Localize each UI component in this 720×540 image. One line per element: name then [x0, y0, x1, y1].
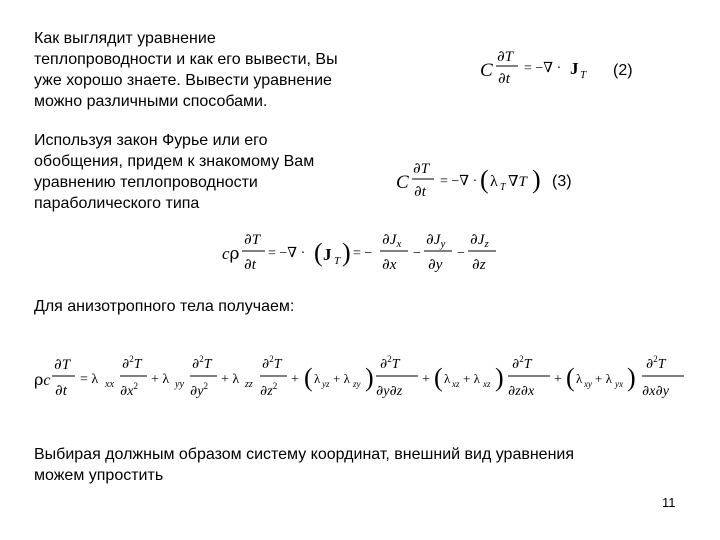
svg-text:+ λ: + λ: [151, 372, 170, 387]
svg-text:∂t: ∂t: [498, 69, 510, 87]
svg-text:): ): [495, 363, 504, 392]
anisotropic-heading: [34, 296, 294, 317]
svg-text:ρc: ρc: [34, 370, 51, 389]
svg-text:λ: λ: [490, 173, 498, 190]
svg-text:zz: zz: [245, 379, 253, 390]
svg-text:∂z∂x: ∂z∂x: [508, 383, 535, 399]
equation-number-3: (3): [552, 173, 572, 190]
svg-text:∂t: ∂t: [55, 381, 67, 399]
svg-text:+ λ: + λ: [333, 371, 350, 386]
svg-text:(: (: [434, 363, 443, 392]
svg-text:∂T: ∂T: [244, 230, 261, 248]
fourier-paragraph: [34, 130, 314, 214]
svg-text:∂x: ∂x: [382, 255, 397, 273]
svg-text:λ: λ: [576, 371, 583, 386]
svg-text:C: C: [396, 172, 409, 193]
svg-text:+: +: [554, 372, 562, 387]
svg-text:xz: xz: [483, 379, 491, 389]
svg-text:(: (: [480, 165, 489, 194]
svg-text:∂Jy: $\partial J_y$: [426, 230, 446, 250]
page-number: 11: [662, 495, 676, 510]
svg-text:xx: xx: [105, 379, 114, 390]
svg-text:λ: λ: [444, 371, 451, 386]
intro-line: можно различными способами.: [34, 93, 268, 110]
svg-text:): ): [627, 363, 636, 392]
formula-anisotropic: [34, 350, 694, 406]
svg-text:+: +: [291, 372, 299, 387]
intro-line: уже хорошо знаете. Вывести уравнение: [34, 72, 332, 89]
svg-text:∂t: ∂t: [244, 255, 256, 273]
svg-text:= −: = −: [353, 246, 373, 261]
formula-divergence: [222, 226, 512, 280]
svg-text:yz: yz: [322, 379, 330, 389]
svg-text:∂y2: $\partial y^2$: [190, 381, 208, 399]
svg-text:= λ: = λ: [80, 372, 99, 387]
svg-text:): ): [532, 165, 541, 194]
fourier-line: Используя закон Фурье или его: [34, 132, 268, 149]
svg-text:∂2T: ∂$^2$T: [512, 354, 532, 372]
svg-text:T: T: [334, 255, 341, 267]
svg-text:cρ: cρ: [222, 244, 240, 264]
fourier-line: уравнению теплопроводности: [34, 174, 258, 191]
svg-text:∂y: ∂y: [428, 255, 443, 273]
conclusion-paragraph: [34, 444, 574, 486]
conclusion-line: можем упростить: [34, 467, 164, 484]
equation-number-2: (2): [613, 62, 633, 79]
svg-text:): ): [365, 363, 374, 392]
svg-text:+ λ: + λ: [463, 371, 480, 386]
svg-text:∂x2: $\partial x^2$: [120, 381, 138, 399]
svg-text:∂Jz: $\partial J_z$: [470, 230, 489, 250]
fourier-line: параболического типа: [34, 195, 200, 212]
svg-text:∂T: ∂T: [497, 47, 514, 65]
svg-text:∇T: ∇T: [508, 174, 527, 190]
svg-text:C: C: [480, 60, 493, 81]
svg-text:T: T: [500, 182, 506, 193]
intro-line: Как выглядит уравнение: [34, 30, 216, 47]
svg-text:λ: λ: [314, 371, 321, 386]
svg-text:T: T: [580, 69, 587, 81]
svg-text:+ λ: + λ: [221, 372, 240, 387]
svg-text:∂T: ∂T: [413, 159, 430, 177]
svg-text:∂2T: ∂$^2$T: [192, 354, 212, 372]
formula-3: [396, 155, 546, 205]
svg-text:(: (: [314, 238, 323, 267]
svg-text:∂x∂y: ∂x∂y: [642, 383, 669, 399]
svg-text:J: J: [570, 59, 579, 78]
svg-text:∂Jx: $\partial J_x$: [382, 230, 402, 250]
svg-text:−: −: [457, 246, 465, 261]
svg-text:yx: yx: [615, 379, 623, 389]
svg-text:(: (: [566, 363, 575, 392]
svg-text:∂T: ∂T: [54, 355, 71, 373]
anisotropic-text: Для анизотропного тела получаем:: [34, 298, 295, 315]
formula-2: [480, 44, 590, 90]
conclusion-line: Выбирая должным образом систему координат, внешний вид уравнения: [34, 446, 575, 463]
svg-text:yy: yy: [175, 379, 184, 390]
intro-line: теплопроводности и как его вывести, Вы: [34, 51, 338, 68]
fourier-line: обобщения, придем к знакомому Вам: [34, 153, 315, 170]
svg-text:= −∇ ·: = −∇ ·: [268, 246, 306, 261]
svg-text:= −∇ ·: = −∇ ·: [440, 174, 478, 189]
svg-text:∂2T: ∂$^2$T: [122, 354, 142, 372]
svg-text:∂z: ∂z: [472, 255, 486, 273]
svg-text:∂y∂z: ∂y∂z: [376, 383, 403, 399]
svg-text:zy: zy: [353, 379, 361, 389]
svg-text:+ λ: + λ: [595, 371, 612, 386]
svg-text:∂z2: $\partial z^2$: [260, 381, 278, 399]
svg-text:= −∇ ·: = −∇ ·: [524, 61, 562, 76]
intro-paragraph: [34, 28, 338, 112]
svg-text:xy: xy: [584, 379, 592, 389]
svg-text:∂t: ∂t: [414, 182, 426, 200]
svg-text:−: −: [413, 246, 421, 261]
svg-text:∂2T: ∂$^2$T: [262, 354, 282, 372]
svg-text:+: +: [422, 372, 430, 387]
svg-text:∂2T: ∂$^2$T: [380, 354, 400, 372]
svg-text:∂2T: ∂$^2$T: [646, 354, 666, 372]
svg-text:J: J: [323, 245, 332, 264]
svg-text:xz: xz: [452, 379, 460, 389]
svg-text:): ): [342, 238, 351, 267]
svg-text:(: (: [304, 363, 313, 392]
